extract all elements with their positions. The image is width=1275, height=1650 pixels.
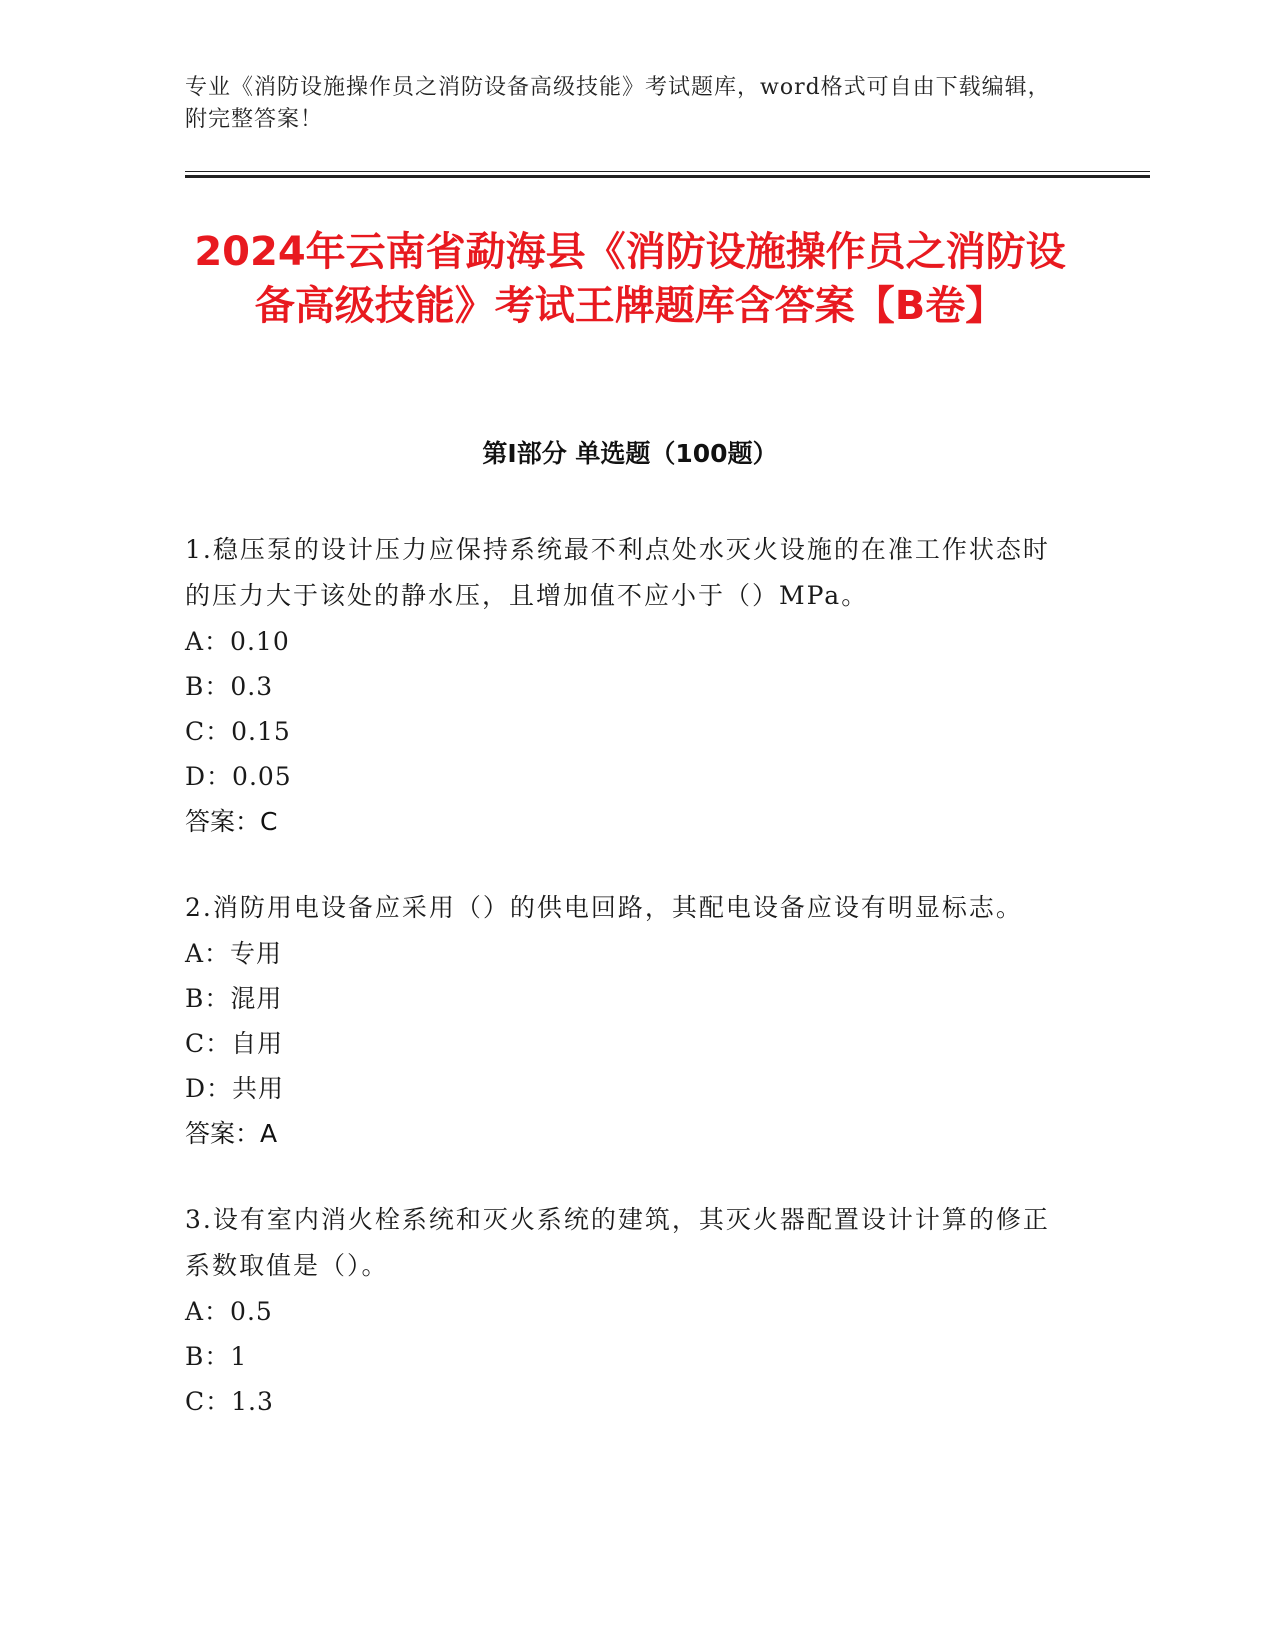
option-c: C：自用 (185, 1029, 284, 1058)
section-title: 第Ⅰ部分 单选题（100题） (482, 439, 778, 468)
question-1 (185, 527, 1065, 845)
header-rule-thin (185, 171, 1150, 172)
question-text: 2.消防用电设备应采用（）的供电回路，其配电设备应设有明显标志。 (185, 893, 1023, 922)
option-a: A：0.10 (185, 627, 290, 656)
option-c: C：1.3 (185, 1387, 274, 1416)
question-2 (185, 885, 1065, 1157)
question-3 (185, 1197, 1065, 1424)
header-rule-thick (185, 175, 1150, 178)
option-d: D：0.05 (185, 762, 292, 791)
document-title: 2024年云南省勐海县《消防设施操作员之消防设备高级技能》考试王牌题库含答案【B卷】 (194, 229, 1066, 329)
question-list (185, 527, 1065, 1464)
option-c: C：0.15 (185, 717, 291, 746)
option-b: B：0.3 (185, 672, 274, 701)
header-note: 专业《消防设施操作员之消防设备高级技能》考试题库，word格式可自由下载编辑，附完整答案！ (185, 75, 1051, 132)
option-a: A：0.5 (185, 1297, 273, 1326)
answer-label: 答案：A (185, 1119, 278, 1148)
option-b: B：混用 (185, 984, 283, 1013)
option-a: A：专用 (185, 939, 283, 968)
option-d: D：共用 (185, 1074, 285, 1103)
answer-label: 答案：C (185, 807, 278, 836)
question-text: 3.设有室内消火栓系统和灭火系统的建筑，其灭火器配置设计计算的修正系数取值是（）。 (185, 1205, 1050, 1280)
question-text: 1.稳压泵的设计压力应保持系统最不利点处水灭火设施的在准工作状态时的压力大于该处的静水压，且增加值不应小于（）MPa。 (185, 535, 1050, 610)
option-b: B：1 (185, 1342, 248, 1371)
